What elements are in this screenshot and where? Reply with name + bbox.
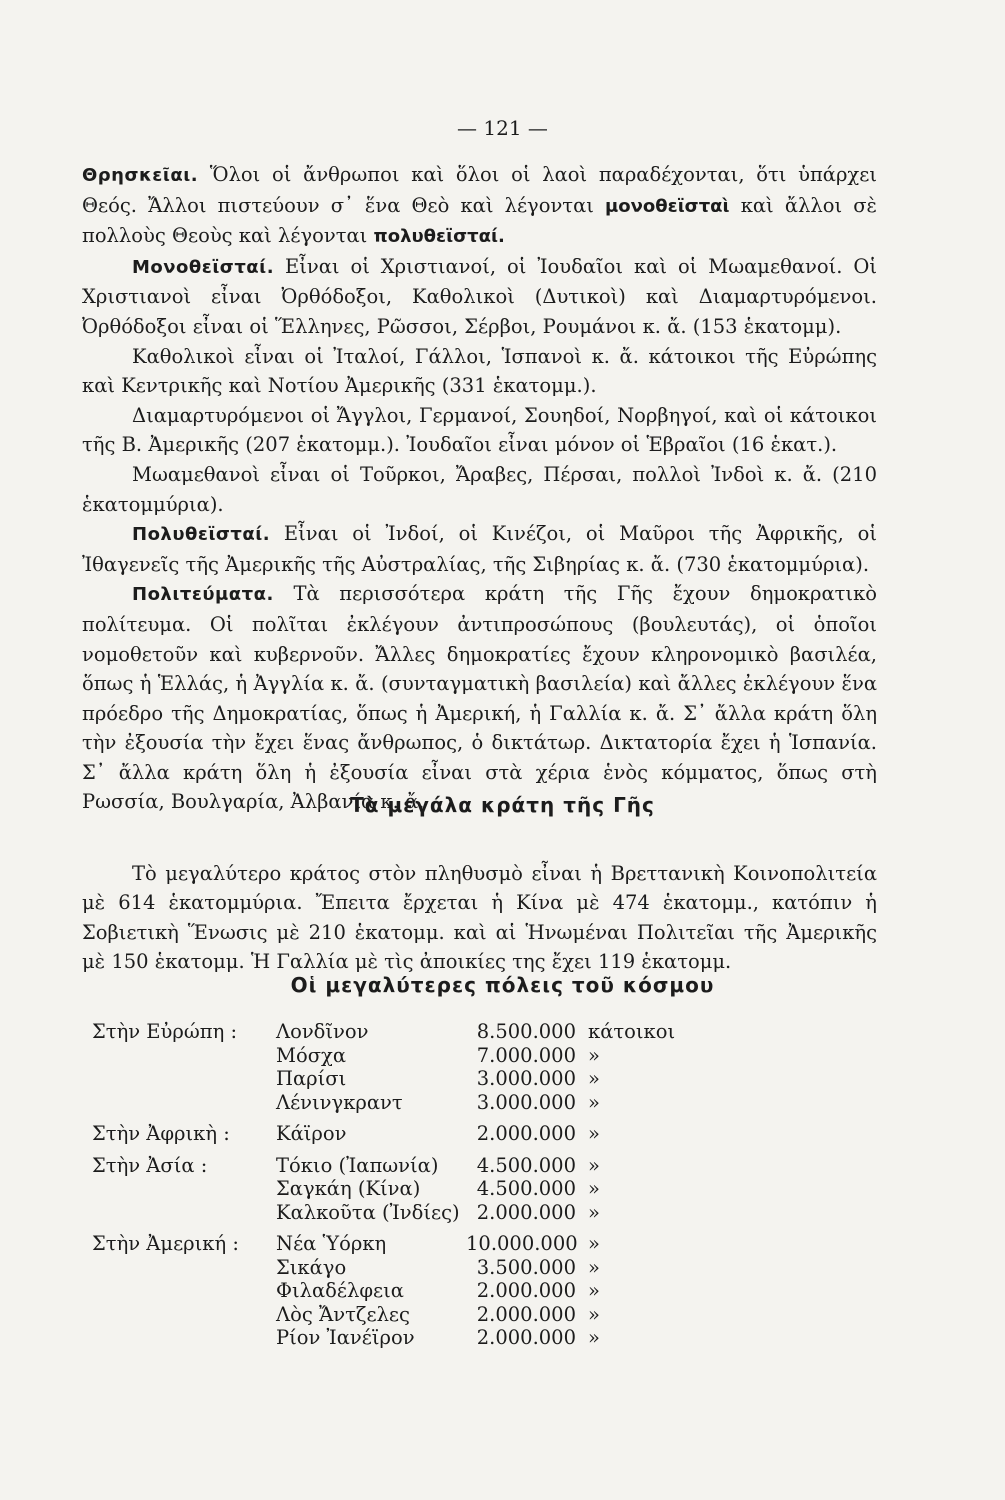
region-label [92,1256,276,1280]
city-name: Κάϊρον [276,1122,347,1145]
population-unit: » [588,1279,600,1302]
population-unit: » [588,1255,600,1279]
city-row [92,1044,675,1068]
city-group [92,1154,675,1225]
city-group [92,1122,675,1146]
city-population: 3.000.000 [476,1090,576,1114]
city-name: Νέα Ὑόρκη [276,1232,387,1255]
city-row [92,1154,675,1178]
city-row [92,1279,675,1303]
city-population: 8.500.000 [476,1020,576,1043]
population-unit: » [588,1326,600,1349]
city-name: Σαγκάη (Κίνα) [276,1177,421,1200]
city-row [92,1177,675,1201]
city-row [92,1067,675,1091]
city-row [92,1232,675,1256]
page-number: — 121 — [457,116,548,140]
city-population: 7.000.000 [476,1043,576,1067]
city-row [92,1020,675,1044]
heading-polytheists: Πολυθεϊσταί. [132,524,271,546]
paragraph-catholics: Καθολικοὶ εἶναι οἱ Ἰταλοί, Γάλλοι, Ἱσπανοὶ κ. ἄ. κάτοικοι τῆς Εὐρώπης καὶ Κεντρικῆς καὶ Νοτίου Ἀμερικῆς (331 ἑκατομμ.). [82,344,877,398]
city-population: 4.500.000 [476,1153,576,1177]
region-label: Στὴν Εὐρώπη : [92,1020,238,1043]
section-title-great-states: Τὰ μεγάλα κράτη τῆς Γῆς [350,793,655,817]
city-population: 2.000.000 [476,1326,576,1349]
heading-governments: Πολιτεύματα. [132,584,274,606]
population-unit: » [588,1177,600,1200]
city-row [92,1122,675,1146]
region-label: Στὴν Ἀσία : [92,1153,208,1177]
region-label [92,1091,276,1115]
region-label [92,1177,276,1201]
population-unit: » [588,1232,600,1255]
population-unit: » [588,1200,600,1224]
city-name: Λὸς Ἄντζελες [276,1302,410,1326]
section-title-cities: Οἱ μεγαλύτερες πόλεις τοῦ κόσμου [290,973,715,997]
cities-table [92,1020,675,1358]
term-polytheists: πολυθεϊσταί. [373,226,505,248]
region-label: Στὴν Ἀμερική : [92,1232,239,1255]
city-population: 3.000.000 [476,1067,576,1090]
city-population: 4.500.000 [476,1177,576,1200]
city-name: Φιλαδέλφεια [276,1279,404,1302]
region-label [92,1044,276,1068]
population-unit: κάτοικοι [588,1020,676,1043]
region-label [92,1326,276,1350]
city-name: Παρίσι [276,1067,347,1090]
city-population: 3.500.000 [476,1255,576,1279]
city-row [92,1201,675,1225]
city-group [92,1020,675,1114]
city-row [92,1326,675,1350]
region-label [92,1303,276,1327]
city-name: Καλκοῦτα (Ἰνδίες) [276,1200,460,1224]
region-label: Στὴν Ἀφρικὴ : [92,1122,230,1145]
population-unit: » [588,1153,600,1177]
region-label [92,1279,276,1303]
paragraph-religions: Θρησκεῖαι. Ὅλοι οἱ ἄνθρωποι καὶ ὅλοι οἱ λαοὶ παραδέχονται, ὅτι ὑπάρχει Θεός. Ἄλλοι πιστεύουν σ᾽ ἕνα Θεὸ καὶ λέγονται μονοθεϊσταὶ καὶ ἄλλοι σὲ πολλοὺς Θεοὺς καὶ λέγονται πολυθεϊσταί. [82,163,877,248]
city-population: 2.000.000 [476,1200,576,1224]
city-row [92,1091,675,1115]
paragraph-governments: Πολιτεύματα. Τὰ περισσότερα κράτη τῆς Γῆς ἔχουν δημοκρατικὸ πολίτευμα. Οἱ πολῖται ἐκλέγουν ἀντιπροσώπους (βουλευτάς), οἱ ὁποῖοι νομοθετοῦν καὶ κυβερνοῦν. Ἄλλες δημοκρατίες ἔχουν κληρονομικὸ βασιλέα, ὅπως ἡ Ἑλλάς, ἡ Ἀγγλία κ. ἄ. (συνταγματικὴ βασιλεία) καὶ ἄλλες ἐκλέγουν ἕνα πρόεδρο τῆς Δημοκρατίας, ὅπως ἡ Ἀμερική, ἡ Γαλλία κ. ἄ. Σ᾽ ἄλλα κράτη ὅλη τὴν ἐξουσία τὴν ἔχει ἕνας ἄνθρωπος, ὁ δικτάτωρ. Δικτατορία ἔχει ἡ Ἱσπανία. Σ᾽ ἄλλα κράτη ὅλη ἡ ἐξουσία εἶναι στὰ χέρια ἑνὸς κόμματος, ὅπως στὴ Ρωσσία, Βουλγαρία, Ἀλβανία κ. ἄ. [82,582,877,814]
population-unit: » [588,1043,600,1067]
paragraph-monotheists: Μονοθεϊσταί. Εἶναι οἱ Χριστιανοί, οἱ Ἰουδαῖοι καὶ οἱ Μωαμεθανοί. Οἱ Χριστιανοὶ εἶναι Ὀρθόδοξοι, Καθολικοὶ (Δυτικοὶ) καὶ Διαμαρτυρόμενοι. Ὀρθόδοξοι εἶναι οἱ Ἕλληνες, Ρῶσσοι, Σέρβοι, Ρουμάνοι κ. ἄ. (153 ἑκατομμ). [82,254,877,338]
heading-religions: Θρησκεῖαι. [82,165,199,186]
population-unit: » [588,1090,600,1114]
city-row [92,1256,675,1280]
city-name: Λένινγκραντ [276,1090,403,1114]
paragraph-muslims: Μωαμεθανοὶ εἶναι οἱ Τοῦρκοι, Ἄραβες, Πέρσαι, πολλοὶ Ἰνδοὶ κ. ἄ. (210 ἑκατομμύρια). [82,462,877,516]
city-name: Σικάγο [276,1255,347,1279]
paragraph-great-states: Τὸ μεγαλύτερο κράτος στὸν πληθυσμὸ εἶναι ἡ Βρεττανικὴ Κοινοπολιτεία μὲ 614 ἑκατομμύρια. Ἔπειτα ἔρχεται ἡ Κίνα μὲ 474 ἑκατομμ., κατόπιν ἡ Σοβιετικὴ Ἕνωσις μὲ 210 ἑκατομμ. καὶ αἱ Ἡνωμέναι Πολιτεῖαι τῆς Ἀμερικῆς μὲ 150 ἑκατομμ. Ἡ Γαλλία μὲ τὶς ἀποικίες της ἔχει 119 ἑκατομμ. [82,861,877,974]
city-name: Μόσχα [276,1043,347,1067]
region-label [92,1201,276,1225]
heading-monotheists: Μονοθεϊσταί. [132,256,275,278]
city-name: Τόκιο (Ἰαπωνία) [276,1153,439,1177]
region-label [92,1067,276,1091]
city-name: Ρίον Ἰανέϊρον [276,1326,415,1349]
city-population: 2.000.000 [476,1302,576,1326]
city-population: 2.000.000 [476,1279,576,1302]
paragraph-protestants: Διαμαρτυρόμενοι οἱ Ἄγγλοι, Γερμανοί, Σουηδοί, Νορβηγοί, καὶ οἱ κάτοικοι τῆς Β. Ἀμερικῆς (207 ἑκατομμ.). Ἰουδαῖοι εἶναι μόνον οἱ Ἑβραῖοι (16 ἑκατ.). [82,403,877,457]
population-unit: » [588,1067,600,1090]
city-population: 10.000.000 [466,1232,578,1255]
term-monotheists: μονοθεϊσταὶ [605,195,730,217]
population-unit: » [588,1302,600,1326]
paragraph-polytheists: Πολυθεϊσταί. Εἶναι οἱ Ἰνδοί, οἱ Κινέζοι, οἱ Μαῦροι τῆς Ἀφρικῆς, οἱ Ἰθαγενεῖς τῆς Ἀμερικῆς τῆς Αὐστραλίας, τῆς Σιβηρίας κ. ἄ. (730 ἑκατομμύρια). [82,522,877,576]
city-group [92,1232,675,1350]
population-unit: » [588,1122,600,1145]
city-name: Λονδῖνον [276,1020,369,1043]
city-population: 2.000.000 [476,1122,576,1145]
main-text [82,160,877,817]
city-row [92,1303,675,1327]
